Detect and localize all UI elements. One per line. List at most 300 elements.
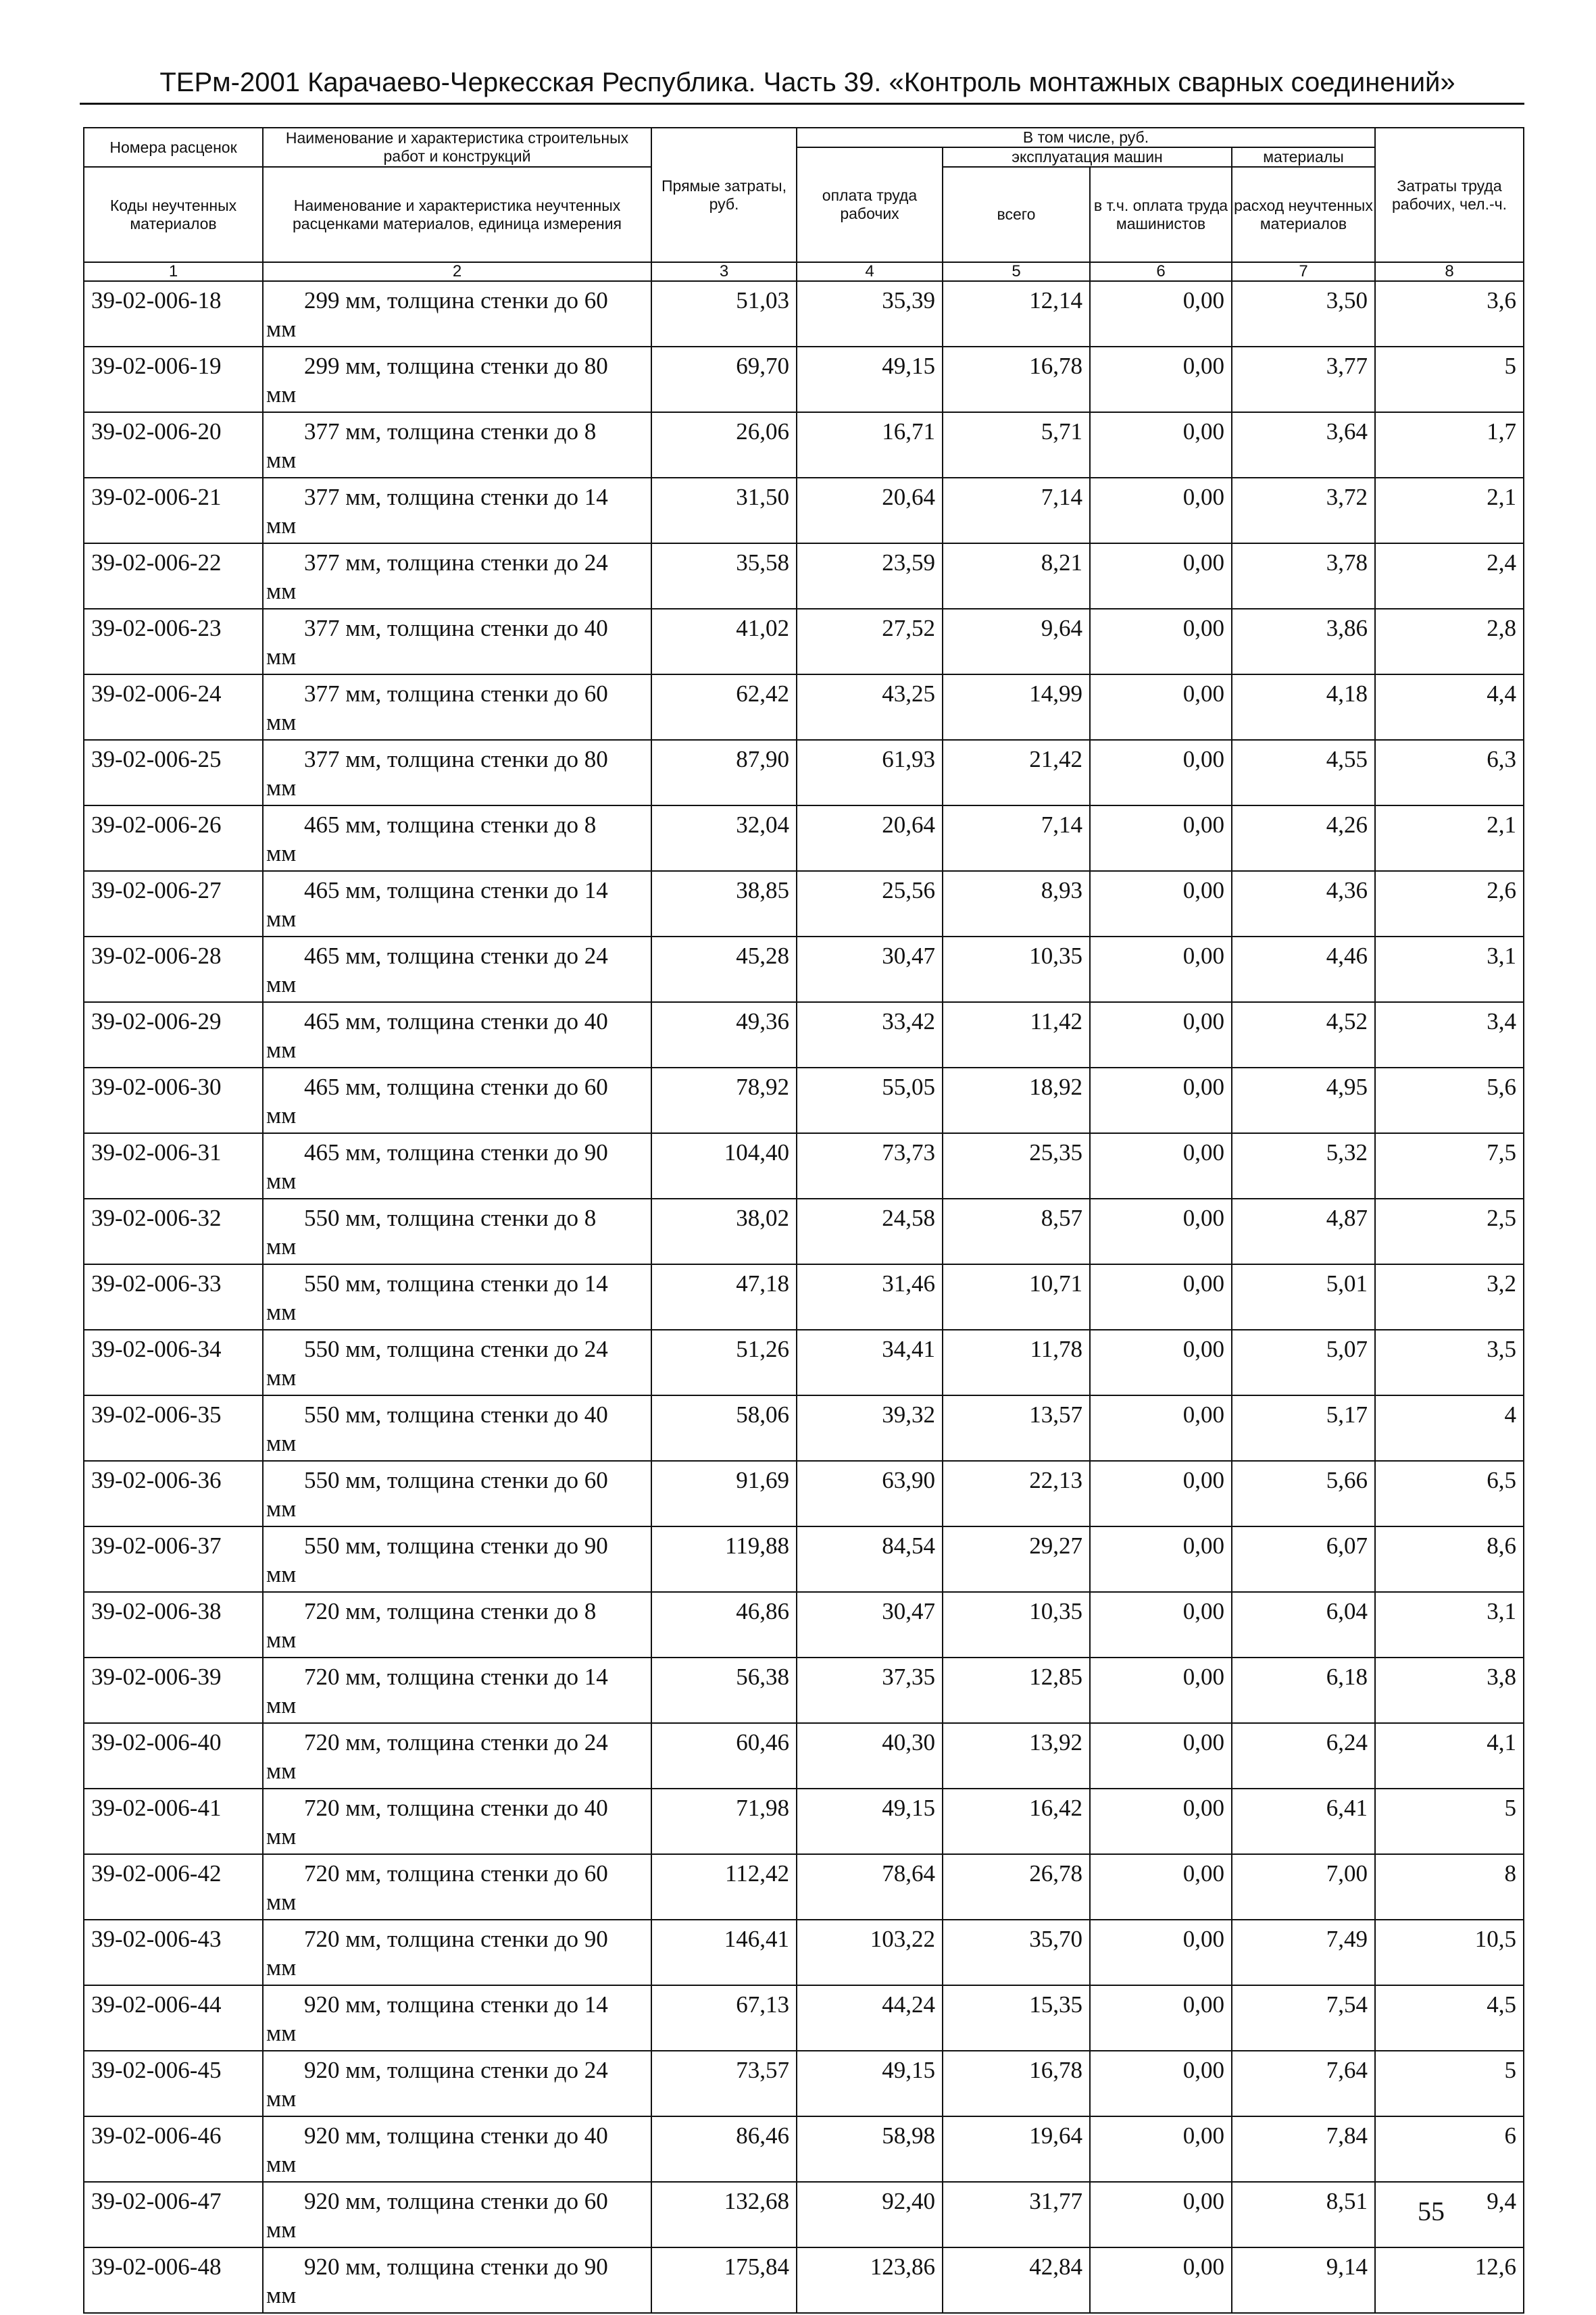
table-row bbox=[84, 1658, 1524, 1723]
header-materials: материалы bbox=[1232, 147, 1375, 167]
cell-materials: 3,78 bbox=[1232, 543, 1375, 609]
cell-work-name bbox=[263, 2116, 651, 2182]
cell-machinist-wages: 0,00 bbox=[1090, 281, 1232, 347]
cell-machinist-wages: 0,00 bbox=[1090, 2247, 1232, 2313]
cell-direct-costs: 87,90 bbox=[651, 740, 797, 805]
unit-text: мм bbox=[266, 1561, 297, 1587]
cell-materials: 4,46 bbox=[1232, 937, 1375, 1002]
cell-work-name bbox=[263, 1526, 651, 1592]
cell-direct-costs: 69,70 bbox=[651, 347, 797, 412]
table-row bbox=[84, 1461, 1524, 1526]
cell-wages: 40,30 bbox=[797, 1723, 943, 1789]
cell-machine-total: 13,57 bbox=[943, 1395, 1090, 1461]
cell-machine-total: 14,99 bbox=[943, 674, 1090, 740]
cell-rate-code: 39-02-006-42 bbox=[84, 1854, 263, 1920]
cell-wages: 20,64 bbox=[797, 805, 943, 871]
cell-machinist-wages: 0,00 bbox=[1090, 1330, 1232, 1395]
cell-machine-total: 18,92 bbox=[943, 1068, 1090, 1133]
cell-direct-costs: 71,98 bbox=[651, 1789, 797, 1854]
cell-materials: 7,49 bbox=[1232, 1920, 1375, 1985]
cell-rate-code: 39-02-006-29 bbox=[84, 1002, 263, 1068]
cell-machine-total: 21,42 bbox=[943, 740, 1090, 805]
cell-materials: 5,01 bbox=[1232, 1264, 1375, 1330]
cell-direct-costs: 67,13 bbox=[651, 1985, 797, 2051]
cell-direct-costs: 104,40 bbox=[651, 1133, 797, 1199]
work-name-text: 920 мм, толщина стенки до 40 bbox=[304, 2122, 608, 2149]
work-name-text: 920 мм, толщина стенки до 24 bbox=[304, 2057, 608, 2083]
cell-machine-total: 10,71 bbox=[943, 1264, 1090, 1330]
header-name-top: Наименование и характеристика строительных работ и конструкций bbox=[263, 128, 651, 167]
table-row bbox=[84, 2247, 1524, 2313]
cell-materials: 3,77 bbox=[1232, 347, 1375, 412]
unit-text: мм bbox=[266, 1364, 297, 1391]
cell-machinist-wages: 0,00 bbox=[1090, 609, 1232, 674]
work-name-text: 920 мм, толщина стенки до 14 bbox=[304, 1991, 608, 2018]
unit-text: мм bbox=[266, 1626, 297, 1653]
work-name-text: 465 мм, толщина стенки до 14 bbox=[304, 877, 608, 903]
table-row bbox=[84, 1920, 1524, 1985]
cell-wages: 30,47 bbox=[797, 937, 943, 1002]
unit-text: мм bbox=[266, 1823, 297, 1849]
cell-labor: 3,1 bbox=[1375, 937, 1524, 1002]
cell-work-name bbox=[263, 347, 651, 412]
unit-text: мм bbox=[266, 1889, 297, 1915]
cell-materials: 6,18 bbox=[1232, 1658, 1375, 1723]
cell-machinist-wages: 0,00 bbox=[1090, 412, 1232, 478]
cell-labor: 2,1 bbox=[1375, 805, 1524, 871]
unit-text: мм bbox=[266, 2085, 297, 2112]
table-row bbox=[84, 805, 1524, 871]
cell-machine-total: 9,64 bbox=[943, 609, 1090, 674]
cell-materials: 6,41 bbox=[1232, 1789, 1375, 1854]
cell-work-name bbox=[263, 1920, 651, 1985]
cell-labor: 2,5 bbox=[1375, 1199, 1524, 1264]
table-row bbox=[84, 1330, 1524, 1395]
cell-materials: 7,54 bbox=[1232, 1985, 1375, 2051]
cell-direct-costs: 51,03 bbox=[651, 281, 797, 347]
cell-labor: 3,4 bbox=[1375, 1002, 1524, 1068]
unit-text: мм bbox=[266, 1758, 297, 1784]
cell-work-name bbox=[263, 674, 651, 740]
cell-rate-code: 39-02-006-38 bbox=[84, 1592, 263, 1658]
table-row bbox=[84, 281, 1524, 347]
cell-materials: 3,50 bbox=[1232, 281, 1375, 347]
column-number: 3 bbox=[651, 262, 797, 281]
table-row bbox=[84, 1395, 1524, 1461]
table-row bbox=[84, 1854, 1524, 1920]
cell-wages: 63,90 bbox=[797, 1461, 943, 1526]
cell-machinist-wages: 0,00 bbox=[1090, 1461, 1232, 1526]
table-row bbox=[84, 2051, 1524, 2116]
cell-machinist-wages: 0,00 bbox=[1090, 1199, 1232, 1264]
work-name-text: 377 мм, толщина стенки до 24 bbox=[304, 549, 608, 576]
cell-machine-total: 12,85 bbox=[943, 1658, 1090, 1723]
cell-rate-code: 39-02-006-26 bbox=[84, 805, 263, 871]
cell-labor: 2,6 bbox=[1375, 871, 1524, 937]
work-name-text: 720 мм, толщина стенки до 90 bbox=[304, 1926, 608, 1952]
work-name-text: 377 мм, толщина стенки до 14 bbox=[304, 484, 608, 510]
header-direct-costs: Прямые затраты, руб. bbox=[651, 128, 797, 262]
cell-wages: 16,71 bbox=[797, 412, 943, 478]
cell-machine-total: 7,14 bbox=[943, 478, 1090, 543]
cell-machine-total: 10,35 bbox=[943, 937, 1090, 1002]
unit-text: мм bbox=[266, 1430, 297, 1456]
cell-machinist-wages: 0,00 bbox=[1090, 347, 1232, 412]
cell-direct-costs: 91,69 bbox=[651, 1461, 797, 1526]
work-name-text: 550 мм, толщина стенки до 14 bbox=[304, 1270, 608, 1297]
cell-materials: 4,95 bbox=[1232, 1068, 1375, 1133]
cell-rate-code: 39-02-006-36 bbox=[84, 1461, 263, 1526]
cell-rate-code: 39-02-006-37 bbox=[84, 1526, 263, 1592]
column-number: 4 bbox=[797, 262, 943, 281]
cell-work-name bbox=[263, 2051, 651, 2116]
table-row bbox=[84, 1264, 1524, 1330]
cell-materials: 6,07 bbox=[1232, 1526, 1375, 1592]
cell-machinist-wages: 0,00 bbox=[1090, 1920, 1232, 1985]
table-row bbox=[84, 1723, 1524, 1789]
cell-rate-code: 39-02-006-31 bbox=[84, 1133, 263, 1199]
unit-text: мм bbox=[266, 2020, 297, 2046]
cell-machinist-wages: 0,00 bbox=[1090, 1002, 1232, 1068]
header-including: В том числе, руб. bbox=[797, 128, 1375, 147]
cell-direct-costs: 73,57 bbox=[651, 2051, 797, 2116]
cell-wages: 31,46 bbox=[797, 1264, 943, 1330]
cell-machine-total: 31,77 bbox=[943, 2182, 1090, 2247]
cell-labor: 5,6 bbox=[1375, 1068, 1524, 1133]
cell-materials: 6,24 bbox=[1232, 1723, 1375, 1789]
work-name-text: 720 мм, толщина стенки до 60 bbox=[304, 1860, 608, 1887]
cell-work-name bbox=[263, 937, 651, 1002]
unit-text: мм bbox=[266, 578, 297, 604]
work-name-text: 550 мм, толщина стенки до 24 bbox=[304, 1336, 608, 1362]
cell-work-name bbox=[263, 609, 651, 674]
cell-rate-code: 39-02-006-48 bbox=[84, 2247, 263, 2313]
cell-materials: 5,66 bbox=[1232, 1461, 1375, 1526]
cell-work-name bbox=[263, 1854, 651, 1920]
cell-direct-costs: 35,58 bbox=[651, 543, 797, 609]
cell-direct-costs: 31,50 bbox=[651, 478, 797, 543]
cell-wages: 92,40 bbox=[797, 2182, 943, 2247]
table-row bbox=[84, 1526, 1524, 1592]
cell-direct-costs: 49,36 bbox=[651, 1002, 797, 1068]
cell-rate-code: 39-02-006-34 bbox=[84, 1330, 263, 1395]
cell-work-name bbox=[263, 2247, 651, 2313]
cell-direct-costs: 38,85 bbox=[651, 871, 797, 937]
cell-wages: 73,73 bbox=[797, 1133, 943, 1199]
table-row bbox=[84, 347, 1524, 412]
unit-text: мм bbox=[266, 447, 297, 473]
unit-text: мм bbox=[266, 2151, 297, 2177]
cell-labor: 9,4 bbox=[1375, 2182, 1524, 2247]
cell-direct-costs: 112,42 bbox=[651, 1854, 797, 1920]
cell-machine-total: 35,70 bbox=[943, 1920, 1090, 1985]
cell-work-name bbox=[263, 1985, 651, 2051]
unit-text: мм bbox=[266, 1168, 297, 1194]
cell-labor: 12,6 bbox=[1375, 2247, 1524, 2313]
cell-machine-total: 11,42 bbox=[943, 1002, 1090, 1068]
table-row bbox=[84, 609, 1524, 674]
cell-wages: 55,05 bbox=[797, 1068, 943, 1133]
cell-direct-costs: 32,04 bbox=[651, 805, 797, 871]
cell-machinist-wages: 0,00 bbox=[1090, 805, 1232, 871]
column-number: 2 bbox=[263, 262, 651, 281]
table-row bbox=[84, 1789, 1524, 1854]
cell-labor: 3,1 bbox=[1375, 1592, 1524, 1658]
work-name-text: 720 мм, толщина стенки до 8 bbox=[304, 1598, 597, 1624]
cell-wages: 35,39 bbox=[797, 281, 943, 347]
cell-rate-code: 39-02-006-32 bbox=[84, 1199, 263, 1264]
cell-machine-total: 26,78 bbox=[943, 1854, 1090, 1920]
work-name-text: 377 мм, толщина стенки до 8 bbox=[304, 418, 597, 445]
cell-wages: 49,15 bbox=[797, 2051, 943, 2116]
table-body bbox=[84, 281, 1524, 2313]
cell-work-name bbox=[263, 805, 651, 871]
cell-rate-code: 39-02-006-40 bbox=[84, 1723, 263, 1789]
header-machinist-wages: в т.ч. оплата труда машинистов bbox=[1090, 167, 1232, 262]
cell-rate-code: 39-02-006-19 bbox=[84, 347, 263, 412]
work-name-text: 550 мм, толщина стенки до 90 bbox=[304, 1533, 608, 1559]
work-name-text: 465 мм, толщина стенки до 40 bbox=[304, 1008, 608, 1035]
cell-work-name bbox=[263, 1002, 651, 1068]
cell-rate-code: 39-02-006-18 bbox=[84, 281, 263, 347]
cell-materials: 3,72 bbox=[1232, 478, 1375, 543]
cell-work-name bbox=[263, 1199, 651, 1264]
cell-wages: 78,64 bbox=[797, 1854, 943, 1920]
cell-materials: 7,64 bbox=[1232, 2051, 1375, 2116]
cell-work-name bbox=[263, 1658, 651, 1723]
table-row bbox=[84, 937, 1524, 1002]
cell-work-name bbox=[263, 1330, 651, 1395]
work-name-text: 299 мм, толщина стенки до 80 bbox=[304, 353, 608, 379]
cell-rate-code: 39-02-006-28 bbox=[84, 937, 263, 1002]
cell-direct-costs: 56,38 bbox=[651, 1658, 797, 1723]
work-name-text: 920 мм, толщина стенки до 90 bbox=[304, 2254, 608, 2280]
cell-wages: 49,15 bbox=[797, 1789, 943, 1854]
cell-rate-code: 39-02-006-20 bbox=[84, 412, 263, 478]
cell-machinist-wages: 0,00 bbox=[1090, 1854, 1232, 1920]
cell-materials: 3,86 bbox=[1232, 609, 1375, 674]
work-name-text: 465 мм, толщина стенки до 60 bbox=[304, 1074, 608, 1100]
page-title: ТЕРм-2001 Карачаево-Черкесская Республика. Часть 39. «Контроль монтажных сварных соединений» bbox=[159, 68, 1455, 97]
cell-materials: 4,26 bbox=[1232, 805, 1375, 871]
cell-labor: 3,6 bbox=[1375, 281, 1524, 347]
cell-labor: 3,2 bbox=[1375, 1264, 1524, 1330]
work-name-text: 377 мм, толщина стенки до 80 bbox=[304, 746, 608, 772]
cell-materials: 7,84 bbox=[1232, 2116, 1375, 2182]
cell-labor: 5 bbox=[1375, 347, 1524, 412]
cell-direct-costs: 46,86 bbox=[651, 1592, 797, 1658]
table-row bbox=[84, 871, 1524, 937]
cell-rate-code: 39-02-006-22 bbox=[84, 543, 263, 609]
unit-text: мм bbox=[266, 643, 297, 670]
cell-wages: 103,22 bbox=[797, 1920, 943, 1985]
cell-labor: 7,5 bbox=[1375, 1133, 1524, 1199]
table-row bbox=[84, 543, 1524, 609]
cell-materials: 3,64 bbox=[1232, 412, 1375, 478]
header-unaccounted-materials: расход неучтенных материалов bbox=[1232, 167, 1375, 262]
cell-materials: 4,36 bbox=[1232, 871, 1375, 937]
work-name-text: 377 мм, толщина стенки до 60 bbox=[304, 680, 608, 707]
header-machine-operation: эксплуатация машин bbox=[943, 147, 1232, 167]
cell-machinist-wages: 0,00 bbox=[1090, 1658, 1232, 1723]
cell-materials: 7,00 bbox=[1232, 1854, 1375, 1920]
cell-labor: 6 bbox=[1375, 2116, 1524, 2182]
cell-work-name bbox=[263, 1068, 651, 1133]
cell-machinist-wages: 0,00 bbox=[1090, 740, 1232, 805]
cell-labor: 4,4 bbox=[1375, 674, 1524, 740]
cell-machine-total: 8,57 bbox=[943, 1199, 1090, 1264]
cell-work-name bbox=[263, 871, 651, 937]
cell-machinist-wages: 0,00 bbox=[1090, 1985, 1232, 2051]
cell-wages: 44,24 bbox=[797, 1985, 943, 2051]
work-name-text: 465 мм, толщина стенки до 90 bbox=[304, 1139, 608, 1166]
cell-rate-code: 39-02-006-25 bbox=[84, 740, 263, 805]
cell-machinist-wages: 0,00 bbox=[1090, 871, 1232, 937]
work-name-text: 920 мм, толщина стенки до 60 bbox=[304, 2188, 608, 2214]
cell-wages: 30,47 bbox=[797, 1592, 943, 1658]
cell-wages: 25,56 bbox=[797, 871, 943, 937]
column-number: 7 bbox=[1232, 262, 1375, 281]
cell-work-name bbox=[263, 1789, 651, 1854]
table-row bbox=[84, 2116, 1524, 2182]
header-name-bottom: Наименование и характеристика неучтенных расценками материалов, единица измерения bbox=[263, 167, 651, 262]
cell-wages: 61,93 bbox=[797, 740, 943, 805]
cell-machine-total: 7,14 bbox=[943, 805, 1090, 871]
table-row bbox=[84, 1985, 1524, 2051]
cell-labor: 5 bbox=[1375, 1789, 1524, 1854]
unit-text: мм bbox=[266, 316, 297, 342]
table-row bbox=[84, 1002, 1524, 1068]
unit-text: мм bbox=[266, 1299, 297, 1325]
cell-work-name bbox=[263, 1723, 651, 1789]
table-row bbox=[84, 740, 1524, 805]
work-name-text: 720 мм, толщина стенки до 14 bbox=[304, 1664, 608, 1690]
rates-table bbox=[83, 127, 1524, 2314]
cell-machine-total: 11,78 bbox=[943, 1330, 1090, 1395]
table-row bbox=[84, 478, 1524, 543]
cell-direct-costs: 45,28 bbox=[651, 937, 797, 1002]
cell-wages: 43,25 bbox=[797, 674, 943, 740]
cell-machinist-wages: 0,00 bbox=[1090, 2116, 1232, 2182]
cell-machinist-wages: 0,00 bbox=[1090, 1264, 1232, 1330]
unit-text: мм bbox=[266, 2282, 297, 2308]
cell-labor: 4,1 bbox=[1375, 1723, 1524, 1789]
table-row bbox=[84, 412, 1524, 478]
cell-direct-costs: 78,92 bbox=[651, 1068, 797, 1133]
cell-wages: 24,58 bbox=[797, 1199, 943, 1264]
cell-machinist-wages: 0,00 bbox=[1090, 2051, 1232, 2116]
cell-work-name bbox=[263, 1461, 651, 1526]
cell-machinist-wages: 0,00 bbox=[1090, 1068, 1232, 1133]
table-row bbox=[84, 1068, 1524, 1133]
cell-materials: 9,14 bbox=[1232, 2247, 1375, 2313]
column-number: 5 bbox=[943, 262, 1090, 281]
cell-direct-costs: 41,02 bbox=[651, 609, 797, 674]
unit-text: мм bbox=[266, 2216, 297, 2243]
cell-labor: 4 bbox=[1375, 1395, 1524, 1461]
cell-work-name bbox=[263, 478, 651, 543]
unit-text: мм bbox=[266, 1692, 297, 1718]
cell-wages: 39,32 bbox=[797, 1395, 943, 1461]
unit-text: мм bbox=[266, 971, 297, 997]
cell-direct-costs: 86,46 bbox=[651, 2116, 797, 2182]
cell-labor: 3,8 bbox=[1375, 1658, 1524, 1723]
cell-work-name bbox=[263, 1264, 651, 1330]
cell-machinist-wages: 0,00 bbox=[1090, 674, 1232, 740]
cell-work-name bbox=[263, 281, 651, 347]
cell-direct-costs: 47,18 bbox=[651, 1264, 797, 1330]
cell-machinist-wages: 0,00 bbox=[1090, 1526, 1232, 1592]
cell-machine-total: 12,14 bbox=[943, 281, 1090, 347]
cell-labor: 3,5 bbox=[1375, 1330, 1524, 1395]
cell-machinist-wages: 0,00 bbox=[1090, 1395, 1232, 1461]
cell-work-name bbox=[263, 2182, 651, 2247]
cell-materials: 5,07 bbox=[1232, 1330, 1375, 1395]
cell-materials: 4,18 bbox=[1232, 674, 1375, 740]
cell-machine-total: 15,35 bbox=[943, 1985, 1090, 2051]
header-wages: оплата труда рабочих bbox=[797, 147, 943, 262]
cell-rate-code: 39-02-006-41 bbox=[84, 1789, 263, 1854]
unit-text: мм bbox=[266, 381, 297, 407]
unit-text: мм bbox=[266, 1037, 297, 1063]
cell-wages: 34,41 bbox=[797, 1330, 943, 1395]
cell-wages: 27,52 bbox=[797, 609, 943, 674]
header-codes-top: Номера расценок bbox=[84, 128, 263, 167]
cell-rate-code: 39-02-006-23 bbox=[84, 609, 263, 674]
unit-text: мм bbox=[266, 1102, 297, 1128]
unit-text: мм bbox=[266, 512, 297, 539]
header-labor: Затраты труда рабочих, чел.-ч. bbox=[1375, 128, 1524, 262]
cell-machinist-wages: 0,00 bbox=[1090, 1592, 1232, 1658]
page-number: 55 bbox=[1418, 2196, 1445, 2226]
cell-wages: 84,54 bbox=[797, 1526, 943, 1592]
cell-direct-costs: 51,26 bbox=[651, 1330, 797, 1395]
work-name-text: 550 мм, толщина стенки до 40 bbox=[304, 1401, 608, 1428]
cell-labor: 2,4 bbox=[1375, 543, 1524, 609]
cell-labor: 6,5 bbox=[1375, 1461, 1524, 1526]
cell-machine-total: 42,84 bbox=[943, 2247, 1090, 2313]
cell-direct-costs: 119,88 bbox=[651, 1526, 797, 1592]
cell-machine-total: 16,78 bbox=[943, 2051, 1090, 2116]
table-row bbox=[84, 674, 1524, 740]
header-codes-bottom: Коды неучтенных материалов bbox=[84, 167, 263, 262]
cell-machinist-wages: 0,00 bbox=[1090, 2182, 1232, 2247]
cell-machine-total: 16,78 bbox=[943, 347, 1090, 412]
work-name-text: 465 мм, толщина стенки до 24 bbox=[304, 943, 608, 969]
cell-direct-costs: 62,42 bbox=[651, 674, 797, 740]
cell-work-name bbox=[263, 543, 651, 609]
cell-labor: 8,6 bbox=[1375, 1526, 1524, 1592]
cell-rate-code: 39-02-006-21 bbox=[84, 478, 263, 543]
cell-materials: 4,55 bbox=[1232, 740, 1375, 805]
cell-machine-total: 16,42 bbox=[943, 1789, 1090, 1854]
cell-labor: 6,3 bbox=[1375, 740, 1524, 805]
cell-direct-costs: 38,02 bbox=[651, 1199, 797, 1264]
cell-wages: 20,64 bbox=[797, 478, 943, 543]
cell-rate-code: 39-02-006-39 bbox=[84, 1658, 263, 1723]
cell-machinist-wages: 0,00 bbox=[1090, 1133, 1232, 1199]
header-rule bbox=[80, 103, 1524, 105]
cell-labor: 2,8 bbox=[1375, 609, 1524, 674]
cell-direct-costs: 175,84 bbox=[651, 2247, 797, 2313]
work-name-text: 550 мм, толщина стенки до 60 bbox=[304, 1467, 608, 1493]
cell-wages: 23,59 bbox=[797, 543, 943, 609]
cell-machine-total: 8,93 bbox=[943, 871, 1090, 937]
cell-rate-code: 39-02-006-35 bbox=[84, 1395, 263, 1461]
cell-work-name bbox=[263, 740, 651, 805]
cell-direct-costs: 132,68 bbox=[651, 2182, 797, 2247]
cell-wages: 123,86 bbox=[797, 2247, 943, 2313]
